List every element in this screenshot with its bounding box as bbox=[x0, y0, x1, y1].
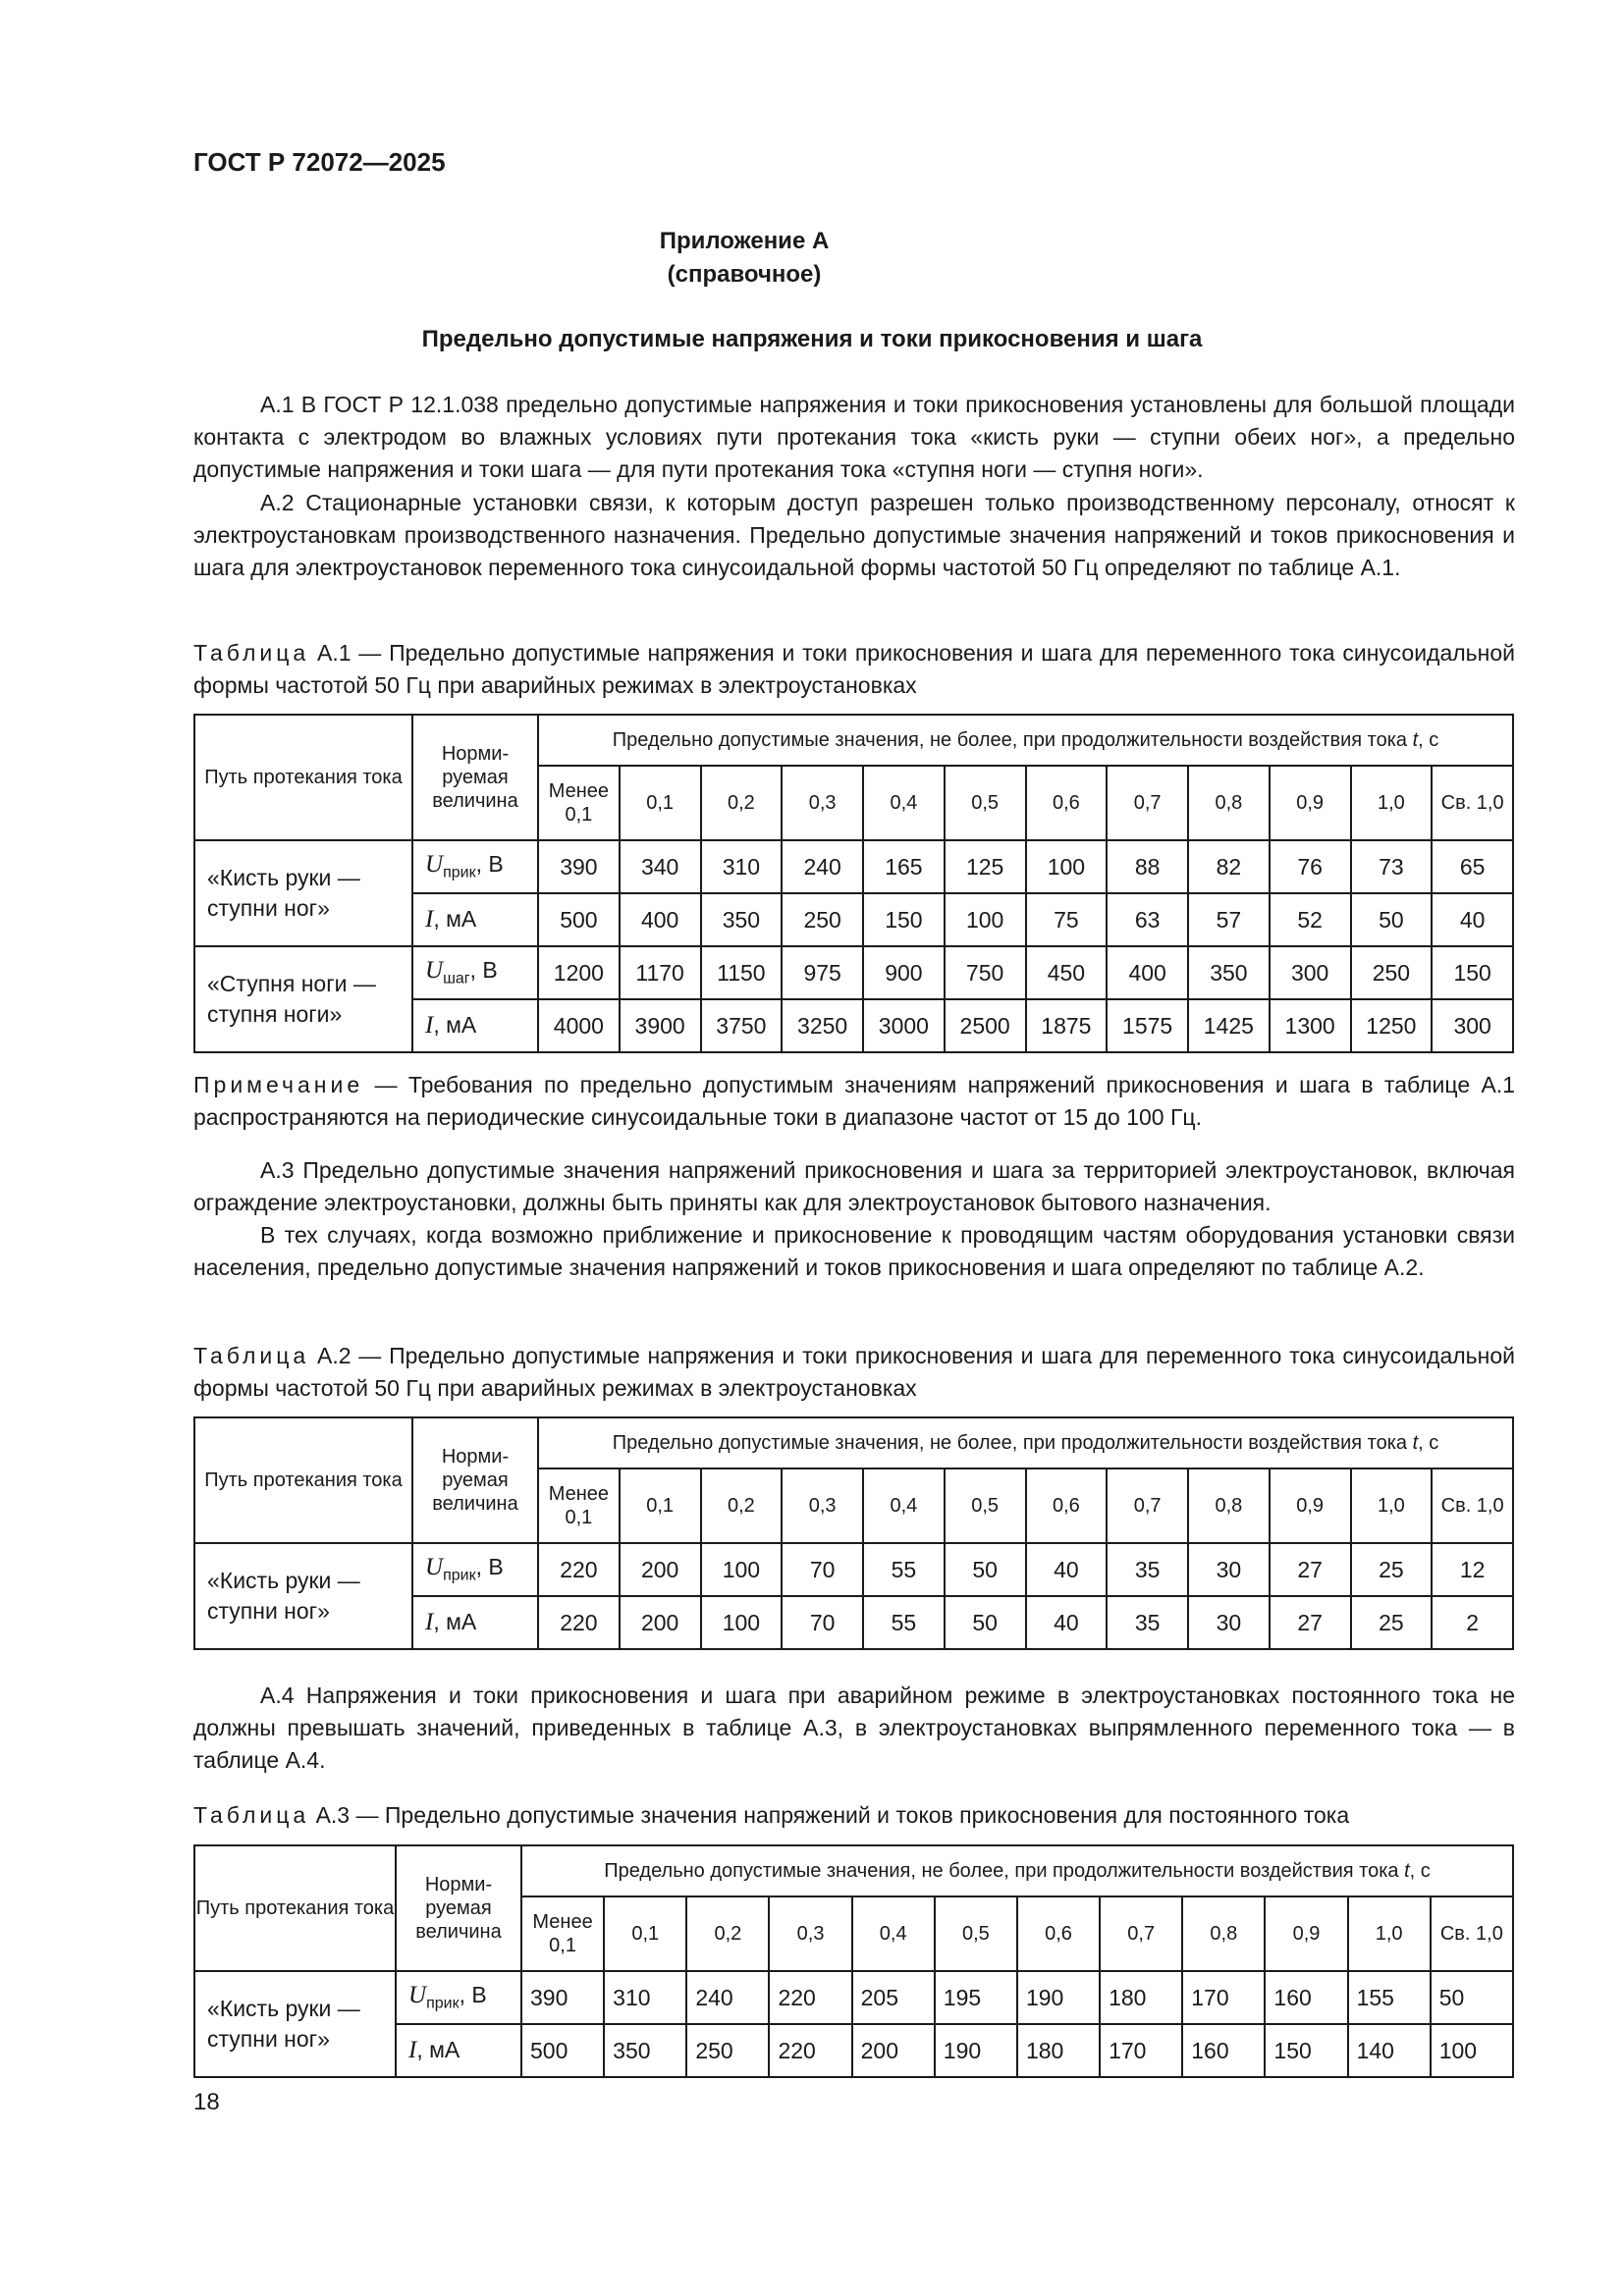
table-cell: 400 bbox=[1107, 946, 1188, 999]
table-cell: 160 bbox=[1182, 2024, 1265, 2077]
table-cell: 63 bbox=[1107, 893, 1188, 946]
limits-text: Предельно допустимые значения, не более, при продолжительности воздействия тока bbox=[604, 1860, 1405, 1882]
header-path: Путь протекания тока bbox=[194, 1845, 396, 1971]
duration-header: 1,0 bbox=[1351, 766, 1433, 840]
table-cell: 180 bbox=[1017, 2024, 1100, 2077]
duration-header: 0,7 bbox=[1100, 1896, 1182, 1971]
header-path: Путь протекания тока bbox=[194, 1417, 412, 1543]
paragraph-a2: А.2 Стационарные установки связи, к которым доступ разрешен только производственному персоналу, относят к электроустановкам производственного назначения. Предельно допустимые значения напряжений и токов прикосновения и шага для электроустановок переменного тока синусоидальной формы частотой 50 Гц определяют по таблице А.1. bbox=[193, 490, 1515, 580]
duration-header: 1,0 bbox=[1351, 1468, 1433, 1543]
duration-header: 0,4 bbox=[863, 1468, 945, 1543]
table-cell: 1300 bbox=[1270, 999, 1351, 1052]
duration-header: Менее 0,1 bbox=[521, 1896, 604, 1971]
table-cell: 150 bbox=[1432, 946, 1513, 999]
duration-header: 0,1 bbox=[620, 766, 701, 840]
table-cell: 340 bbox=[620, 840, 701, 893]
u-unit: , В bbox=[459, 1982, 487, 2008]
header-path: Путь протекания тока bbox=[194, 715, 412, 840]
table-cell: 155 bbox=[1348, 1971, 1431, 2024]
duration-header: 0,2 bbox=[701, 1468, 783, 1543]
table-a2 bbox=[193, 1416, 1514, 1650]
duration-header: 0,8 bbox=[1188, 1468, 1270, 1543]
table-cell: 3750 bbox=[701, 999, 783, 1052]
table-cell: 3000 bbox=[863, 999, 945, 1052]
duration-header: 0,4 bbox=[863, 766, 945, 840]
paragraph-a3: А.3 Предельно допустимые значения напряжений прикосновения и шага за территорией электроустановок, включая ограждение электроустановки, должны быть приняты как для электроустановок бытового назначения. bbox=[193, 1157, 1515, 1215]
header-quantity: Норми-руемая величина bbox=[412, 1417, 538, 1543]
table-cell: 4000 bbox=[538, 999, 620, 1052]
duration-header: 0,9 bbox=[1265, 1896, 1347, 1971]
table-cell: 150 bbox=[1265, 2024, 1347, 2077]
table-cell: 900 bbox=[863, 946, 945, 999]
table-cell: 27 bbox=[1270, 1596, 1351, 1649]
path-hand: «Кисть руки — ступни ног» bbox=[194, 840, 412, 946]
section-title: Предельно допустимые напряжения и токи прикосновения и шага bbox=[421, 326, 1203, 352]
u-unit: , В bbox=[469, 957, 498, 984]
quantity-u-touch bbox=[412, 840, 538, 893]
table-cell: 1150 bbox=[701, 946, 783, 999]
table-cell: 50 bbox=[945, 1543, 1026, 1596]
table-cell: 140 bbox=[1348, 2024, 1431, 2077]
table-cell: 100 bbox=[701, 1596, 783, 1649]
table-cell: 1425 bbox=[1188, 999, 1270, 1052]
duration-header: 0,3 bbox=[782, 766, 863, 840]
path-hand: «Кисть руки — ступни ног» bbox=[194, 1543, 412, 1649]
i-symbol: I bbox=[408, 2037, 417, 2063]
table-cell: 100 bbox=[701, 1543, 783, 1596]
path-foot: «Ступня ноги — ступня ноги» bbox=[194, 946, 412, 1052]
header-limits bbox=[538, 715, 1513, 766]
duration-header: Св. 1,0 bbox=[1432, 1468, 1513, 1543]
paragraph-a1: А.1 В ГОСТ Р 12.1.038 предельно допустимые напряжения и токи прикосновения установлены для большой площади контакта с электродом во влажных условиях пути протекания тока «кисть руки — ступни обеих ног», а предельно допустимые напряжения и токи шага — для пути протекания тока «ступня ноги — ступня ноги». bbox=[193, 392, 1515, 482]
table-cell: 76 bbox=[1270, 840, 1351, 893]
table-cell: 1170 bbox=[620, 946, 701, 999]
table-cell: 75 bbox=[1026, 893, 1108, 946]
duration-header: 0,3 bbox=[782, 1468, 863, 1543]
table-cell: 3900 bbox=[620, 999, 701, 1052]
duration-header: 0,2 bbox=[686, 1896, 769, 1971]
duration-header: 0,4 bbox=[852, 1896, 935, 1971]
u-symbol: U bbox=[425, 1554, 444, 1581]
duration-header: 0,1 bbox=[604, 1896, 686, 1971]
table-cell: 55 bbox=[863, 1596, 945, 1649]
i-unit: , мА bbox=[416, 2037, 460, 2062]
table-cell: 100 bbox=[1431, 2024, 1513, 2077]
table-a2-caption bbox=[193, 1340, 1515, 1405]
u-sub: прик bbox=[426, 1995, 460, 2012]
i-symbol: I bbox=[425, 1012, 434, 1039]
table-cell: 40 bbox=[1026, 1543, 1108, 1596]
duration-header: 0,2 bbox=[701, 766, 783, 840]
duration-header: 0,5 bbox=[945, 1468, 1026, 1543]
t-symbol: t bbox=[1404, 1860, 1410, 1882]
header-limits bbox=[538, 1417, 1513, 1468]
table-label: Таблица bbox=[193, 1802, 310, 1828]
table-cell: 1875 bbox=[1026, 999, 1108, 1052]
header-limits bbox=[521, 1845, 1513, 1896]
i-unit: , мА bbox=[433, 1609, 477, 1634]
table-cell: 100 bbox=[1026, 840, 1108, 893]
table-cell: 125 bbox=[945, 840, 1026, 893]
note-label: Примечание bbox=[193, 1072, 364, 1097]
duration-header: 0,1 bbox=[620, 1468, 701, 1543]
table-cell: 200 bbox=[620, 1543, 701, 1596]
table-cell: 310 bbox=[701, 840, 783, 893]
paragraph-a3b: В тех случаях, когда возможно приближение и прикосновение к проводящим частям оборудования установки связи населения, предельно допустимые значения напряжений и токов прикосновения и шага определяют по таблице А.2. bbox=[193, 1222, 1515, 1280]
table-cell: 300 bbox=[1432, 999, 1513, 1052]
t-symbol: t bbox=[1412, 729, 1419, 751]
table-cell: 2500 bbox=[945, 999, 1026, 1052]
duration-header: 0,6 bbox=[1026, 766, 1108, 840]
table-cell: 390 bbox=[521, 1971, 604, 2024]
table-cell: 2 bbox=[1432, 1596, 1513, 1649]
i-symbol: I bbox=[425, 906, 434, 933]
limits-unit: , с bbox=[1418, 729, 1439, 751]
table-cell: 350 bbox=[1188, 946, 1270, 999]
table-cell: 170 bbox=[1100, 2024, 1182, 2077]
table-cell: 350 bbox=[701, 893, 783, 946]
table-label: Таблица bbox=[193, 1343, 310, 1368]
table-cell: 30 bbox=[1188, 1543, 1270, 1596]
path-hand: «Кисть руки — ступни ног» bbox=[194, 1971, 396, 2077]
limits-text: Предельно допустимые значения, не более, при продолжительности воздействия тока bbox=[612, 729, 1413, 751]
i-unit: , мА bbox=[433, 1012, 477, 1038]
table-cell: 82 bbox=[1188, 840, 1270, 893]
table-cell: 975 bbox=[782, 946, 863, 999]
table-cell: 35 bbox=[1107, 1543, 1188, 1596]
quantity-i bbox=[412, 1596, 538, 1649]
duration-header: 1,0 bbox=[1348, 1896, 1431, 1971]
table-cell: 500 bbox=[538, 893, 620, 946]
quantity-i bbox=[396, 2024, 521, 2077]
table-cell: 300 bbox=[1270, 946, 1351, 999]
table-cell: 57 bbox=[1188, 893, 1270, 946]
table-cell: 310 bbox=[604, 1971, 686, 2024]
table-cell: 30 bbox=[1188, 1596, 1270, 1649]
table-cell: 240 bbox=[782, 840, 863, 893]
table-cell: 250 bbox=[1351, 946, 1433, 999]
table-cell: 200 bbox=[620, 1596, 701, 1649]
appendix-subtitle: (справочное) bbox=[667, 261, 822, 288]
table-cell: 195 bbox=[935, 1971, 1017, 2024]
duration-header: 0,8 bbox=[1188, 766, 1270, 840]
caption-text: А.3 — Предельно допустимые значения напряжений и токов прикосновения для постоянного тока bbox=[309, 1802, 1350, 1828]
table-cell: 220 bbox=[769, 1971, 851, 2024]
duration-header: 0,9 bbox=[1270, 1468, 1351, 1543]
table-cell: 220 bbox=[538, 1543, 620, 1596]
document-header: ГОСТ Р 72072—2025 bbox=[193, 147, 446, 177]
table-cell: 3250 bbox=[782, 999, 863, 1052]
quantity-i bbox=[412, 893, 538, 946]
table-cell: 240 bbox=[686, 1971, 769, 2024]
u-sub: прик bbox=[443, 864, 476, 881]
table-cell: 250 bbox=[782, 893, 863, 946]
duration-header: 0,5 bbox=[935, 1896, 1017, 1971]
table-cell: 165 bbox=[863, 840, 945, 893]
table-cell: 52 bbox=[1270, 893, 1351, 946]
table-cell: 390 bbox=[538, 840, 620, 893]
table-cell: 1200 bbox=[538, 946, 620, 999]
u-symbol: U bbox=[425, 851, 444, 879]
table-cell: 35 bbox=[1107, 1596, 1188, 1649]
table-cell: 70 bbox=[782, 1596, 863, 1649]
table-cell: 150 bbox=[863, 893, 945, 946]
table-cell: 25 bbox=[1351, 1596, 1433, 1649]
table-cell: 250 bbox=[686, 2024, 769, 2077]
table-cell: 27 bbox=[1270, 1543, 1351, 1596]
duration-header: 0,5 bbox=[945, 766, 1026, 840]
duration-header: 0,7 bbox=[1107, 1468, 1188, 1543]
table-cell: 1575 bbox=[1107, 999, 1188, 1052]
caption-text: А.1 — Предельно допустимые напряжения и токи прикосновения и шага для переменного тока синусоидальной формы частотой 50 Гц при аварийных режимах в электроустановках bbox=[193, 640, 1515, 698]
appendix-title: Приложение А bbox=[659, 228, 830, 254]
table-cell: 190 bbox=[935, 2024, 1017, 2077]
table-cell: 180 bbox=[1100, 1971, 1182, 2024]
table-a1 bbox=[193, 714, 1514, 1053]
t-symbol: t bbox=[1412, 1432, 1419, 1454]
table-cell: 450 bbox=[1026, 946, 1108, 999]
table-cell: 70 bbox=[782, 1543, 863, 1596]
u-unit: , В bbox=[475, 851, 504, 878]
duration-header: 0,3 bbox=[769, 1896, 851, 1971]
duration-header: 0,8 bbox=[1182, 1896, 1265, 1971]
duration-header: 0,6 bbox=[1017, 1896, 1100, 1971]
table-cell: 190 bbox=[1017, 1971, 1100, 2024]
u-symbol: U bbox=[425, 957, 444, 985]
quantity-u-touch bbox=[396, 1971, 521, 2024]
duration-header: Менее 0,1 bbox=[538, 1468, 620, 1543]
header-quantity: Норми-руемая величина bbox=[412, 715, 538, 840]
table-a3-caption bbox=[193, 1799, 1515, 1832]
table-cell: 500 bbox=[521, 2024, 604, 2077]
table-cell: 750 bbox=[945, 946, 1026, 999]
duration-header: 0,6 bbox=[1026, 1468, 1108, 1543]
u-sub: прик bbox=[443, 1567, 476, 1584]
caption-text: А.2 — Предельно допустимые напряжения и токи прикосновения и шага для переменного тока синусоидальной формы частотой 50 Гц при аварийных режимах в электроустановках bbox=[193, 1343, 1515, 1401]
table-cell: 160 bbox=[1265, 1971, 1347, 2024]
table-label: Таблица bbox=[193, 640, 310, 666]
table-cell: 55 bbox=[863, 1543, 945, 1596]
table-cell: 50 bbox=[945, 1596, 1026, 1649]
table-cell: 220 bbox=[769, 2024, 851, 2077]
table-cell: 40 bbox=[1432, 893, 1513, 946]
table-cell: 25 bbox=[1351, 1543, 1433, 1596]
table-cell: 50 bbox=[1351, 893, 1433, 946]
u-symbol: U bbox=[408, 1982, 427, 2009]
table-cell: 350 bbox=[604, 2024, 686, 2077]
table-a3 bbox=[193, 1844, 1514, 2078]
note-text: — Требования по предельно допустимым значениям напряжений прикосновения и шага в таблице А.1 распространяются на периодические синусоидальные токи в диапазоне частот от 15 до 100 Гц. bbox=[193, 1072, 1515, 1130]
table-cell: 40 bbox=[1026, 1596, 1108, 1649]
duration-header: Менее 0,1 bbox=[538, 766, 620, 840]
quantity-i bbox=[412, 999, 538, 1052]
u-unit: , В bbox=[475, 1554, 504, 1580]
duration-header: 0,7 bbox=[1107, 766, 1188, 840]
table-cell: 65 bbox=[1432, 840, 1513, 893]
quantity-u-touch bbox=[412, 1543, 538, 1596]
limits-unit: , с bbox=[1409, 1860, 1431, 1882]
duration-header: Св. 1,0 bbox=[1432, 766, 1513, 840]
table-cell: 200 bbox=[852, 2024, 935, 2077]
table-cell: 170 bbox=[1182, 1971, 1265, 2024]
quantity-u-step bbox=[412, 946, 538, 999]
table-cell: 12 bbox=[1432, 1543, 1513, 1596]
i-unit: , мА bbox=[433, 906, 477, 932]
table-cell: 220 bbox=[538, 1596, 620, 1649]
table-a1-caption bbox=[193, 637, 1515, 702]
table-cell: 50 bbox=[1431, 1971, 1513, 2024]
table-cell: 1250 bbox=[1351, 999, 1433, 1052]
u-sub: шаг bbox=[443, 970, 470, 988]
table-cell: 88 bbox=[1107, 840, 1188, 893]
table-cell: 73 bbox=[1351, 840, 1433, 893]
table-cell: 205 bbox=[852, 1971, 935, 2024]
table-cell: 100 bbox=[945, 893, 1026, 946]
header-quantity: Норми-руемая величина bbox=[396, 1845, 521, 1971]
limits-text: Предельно допустимые значения, не более, при продолжительности воздействия тока bbox=[612, 1432, 1413, 1454]
duration-header: 0,9 bbox=[1270, 766, 1351, 840]
limits-unit: , с bbox=[1418, 1432, 1439, 1454]
note bbox=[193, 1069, 1515, 1134]
duration-header: Св. 1,0 bbox=[1431, 1896, 1513, 1971]
page-number: 18 bbox=[193, 2089, 220, 2115]
i-symbol: I bbox=[425, 1609, 434, 1635]
paragraph-a4: А.4 Напряжения и токи прикосновения и шага при аварийном режиме в электроустановках постоянного тока не должны превышать значений, приведенных в таблице А.3, в электроустановках выпрямленного переменного тока — в таблице А.4. bbox=[193, 1682, 1515, 1773]
table-cell: 400 bbox=[620, 893, 701, 946]
